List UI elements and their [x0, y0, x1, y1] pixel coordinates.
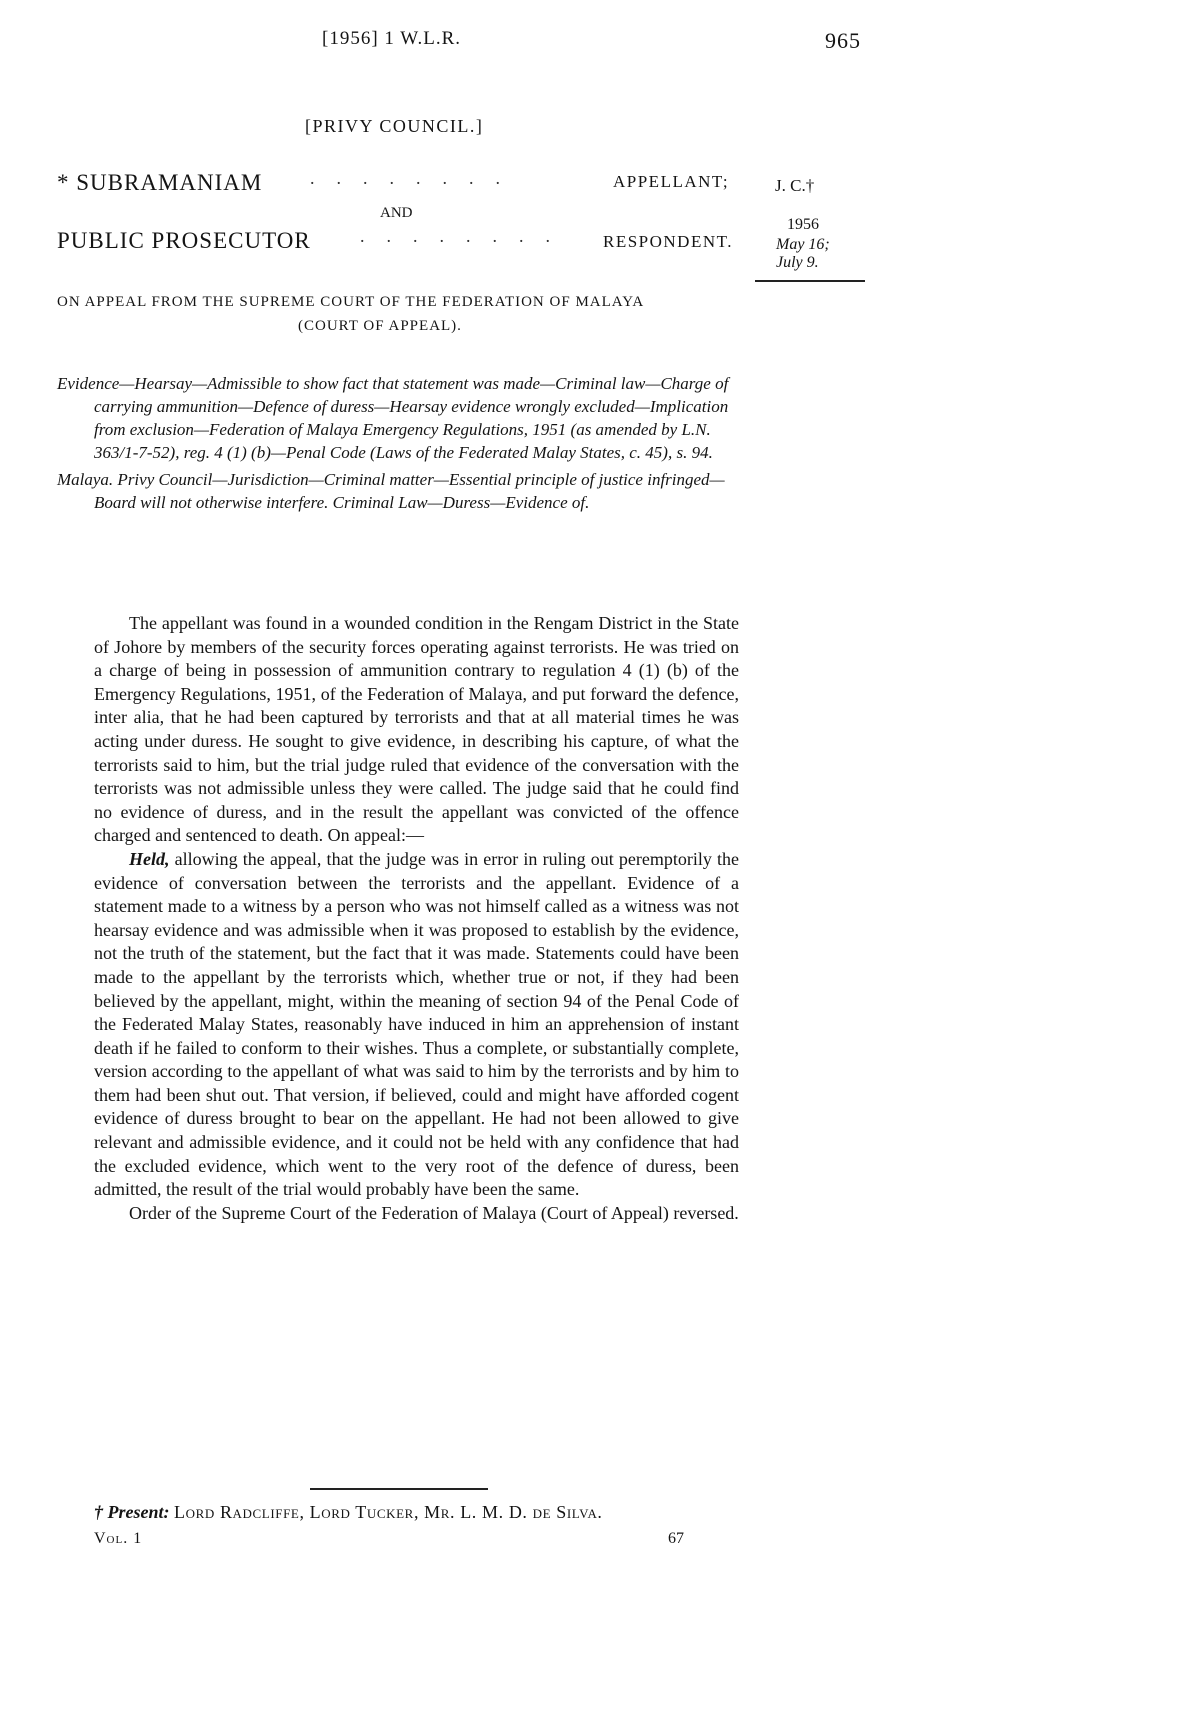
margin-year: 1956	[787, 216, 819, 233]
appeal-heading-court: (COURT OF APPEAL).	[298, 318, 462, 334]
volume-label: Vol. 1	[94, 1530, 143, 1547]
leader-dots: ........	[310, 168, 522, 188]
court-name: [PRIVY COUNCIL.]	[305, 116, 484, 136]
conjunction: AND	[380, 205, 413, 221]
footnote-rule	[310, 1488, 488, 1490]
respondent-role: RESPONDENT.	[603, 232, 733, 251]
leader-dots: ........	[360, 226, 572, 246]
margin-date: July 9.	[776, 254, 819, 271]
appellant-role: APPELLANT;	[613, 172, 730, 191]
margin-rule	[755, 280, 865, 282]
running-head: [1956] 1 W.L.R.	[322, 28, 462, 49]
page-number: 965	[825, 28, 861, 53]
headnotes	[57, 372, 742, 518]
footnote	[94, 1502, 603, 1523]
held-paragraph	[94, 848, 739, 1202]
order-paragraph: Order of the Supreme Court of the Federation of Malaya (Court of Appeal) reversed.	[129, 1202, 739, 1223]
respondent-name: PUBLIC PROSECUTOR	[57, 228, 311, 253]
judgment-summary	[94, 612, 739, 1225]
footnote-label: † Present:	[94, 1502, 170, 1522]
signature-mark: 67	[668, 1530, 684, 1547]
facts-paragraph: The appellant was found in a wounded condition in the Rengam District in the State of Johore by members of the security forces operating against terrorists. He was tried on a charge of being in possession of ammunition contrary to regulation 4 (1) (b) of the Emergency Regulations, 1951, of the Federation of Malaya, and put forward the defence, inter alia, that he had been captured by terrorists and that at all material times he was acting under duress. He sought to give evidence, in describing his capture, of what the terrorists said to him, but the trial judge ruled that evidence of the conversation with the terrorists was not admissible unless they were called. The judge said that he could find no evidence of duress, and in the result the appellant was convicted of the offence charged and sentenced to death. On appeal:—	[94, 613, 739, 846]
margin-court-label: J. C.†	[775, 176, 815, 195]
catchwords: Evidence—Hearsay—Admissible to show fact that statement was made—Criminal law—Charge of carrying ammunition—Defence of duress—Hearsay evidence wrongly excluded—Implication from exclusion—Federation of Malaya Emergency Regulations, 1951 (as amended by L.N. 363/1-7-52), reg. 4 (1) (b)—Penal Code (Laws of the Federated Malay States, c. 45), s. 94.	[57, 374, 729, 462]
margin-date: May 16;	[776, 236, 830, 253]
appellant-name: * SUBRAMANIAM	[57, 170, 263, 195]
held-label: Held,	[129, 848, 170, 869]
footnote-names: Lord Radcliffe, Lord Tucker, Mr. L. M. D. de Silva.	[174, 1502, 603, 1522]
appeal-heading: ON APPEAL FROM THE SUPREME COURT OF THE FEDERATION OF MALAYA	[57, 294, 645, 310]
catchwords: Malaya. Privy Council—Jurisdiction—Criminal matter—Essential principle of justice infringed—Board will not otherwise interfere. Criminal Law—Duress—Evidence of.	[57, 470, 725, 512]
held-text: allowing the appeal, that the judge was in error in ruling out peremptorily the evidence of conversation between the terrorists and the appellant. Evidence of a statement made to a witness by a person who was not himself called as a witness was not hearsay evidence and was admissible when it was proposed to establish by the evidence, not the truth of the statement, but the fact that it was made. Statements could have been made to the appellant by the terrorists which, whether true or not, if they had been believed by the appellant, might, within the meaning of section 94 of the Penal Code of the Federated Malay States, reasonably have induced in him an apprehension of instant death if he failed to conform to their wishes. Thus a complete, or substantially complete, version according to the appellant of what was said to him by the terrorists and by him to them had been shut out. That version, if believed, could and might have afforded cogent evidence of duress brought to bear on the appellant. He had not been allowed to give relevant and admissible evidence, and it could not be held with any confidence that had the excluded evidence, which went to the very root of the defence of duress, been admitted, the result of the trial would probably have been the same.	[94, 848, 739, 1200]
